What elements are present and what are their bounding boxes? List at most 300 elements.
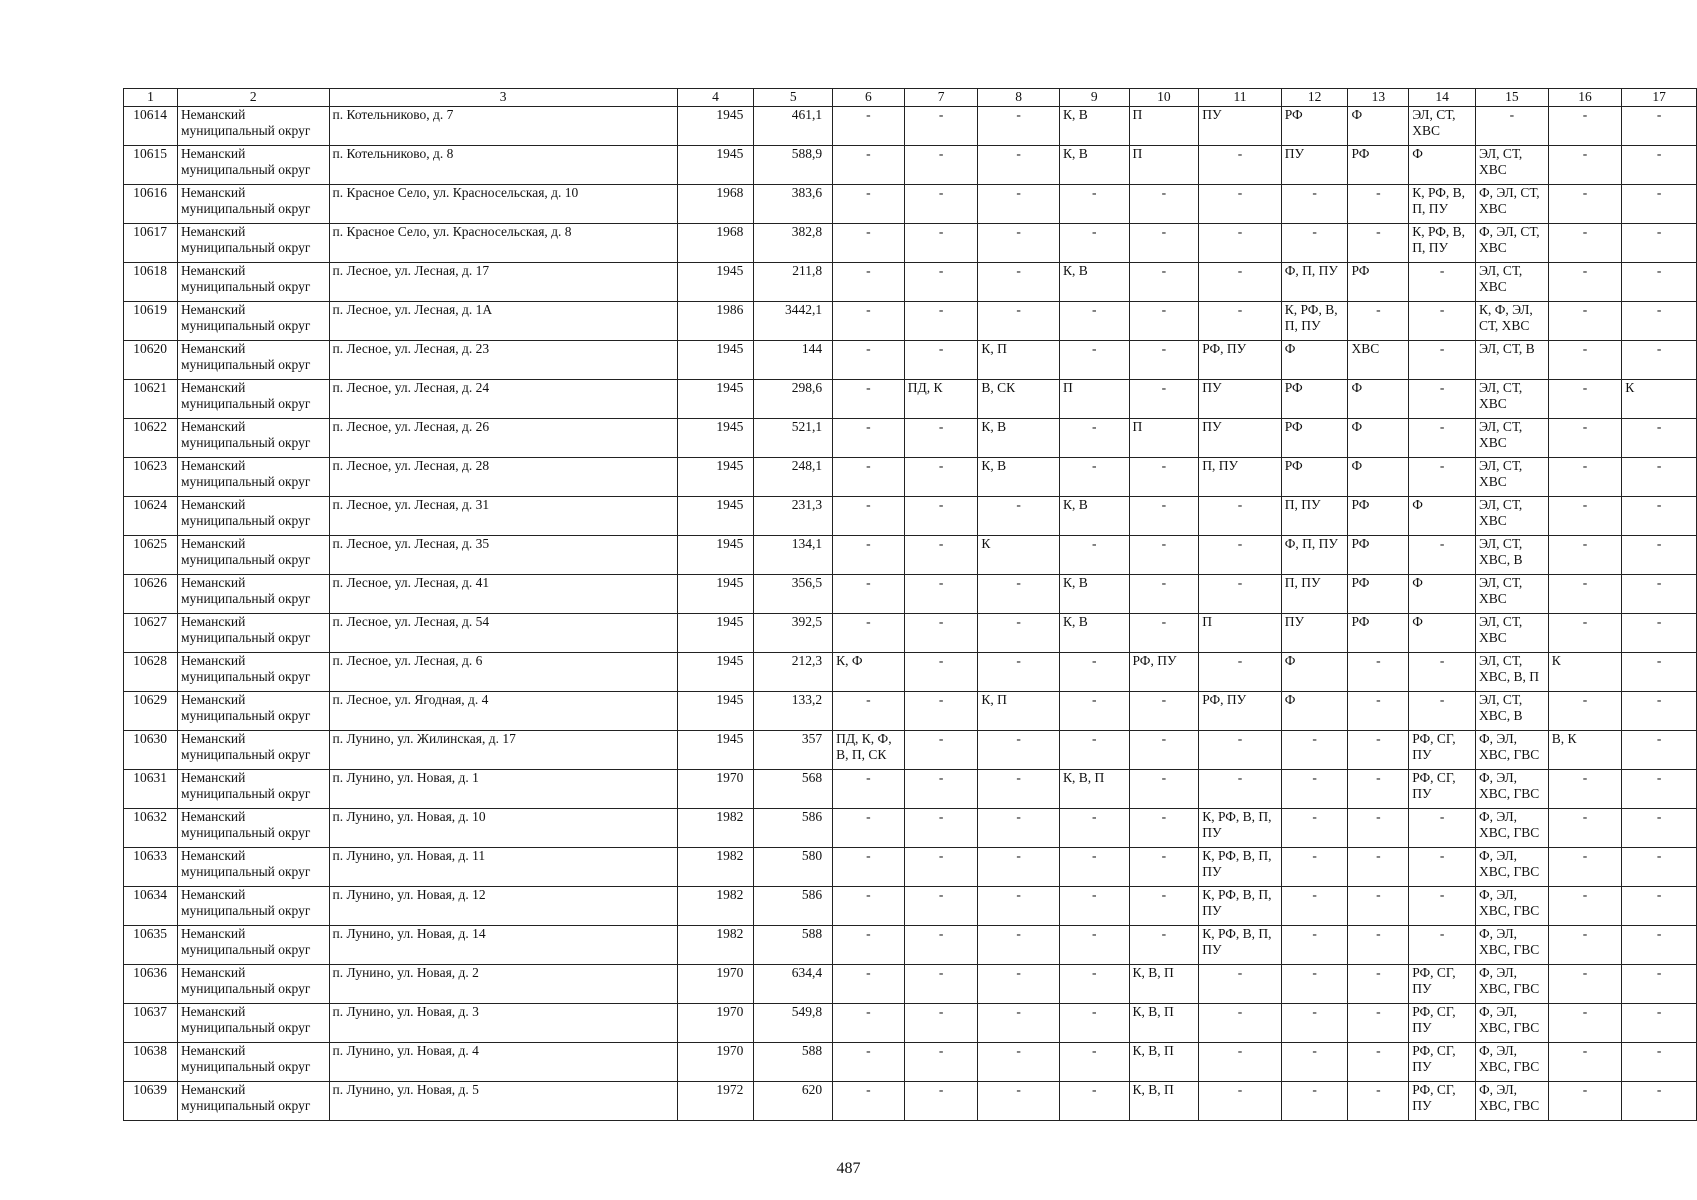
cell-col-14: РФ, СГ, ПУ: [1409, 1043, 1476, 1082]
cell-col-7: -: [904, 458, 978, 497]
cell-col-11: ПУ: [1199, 380, 1282, 419]
cell-col-12: -: [1281, 770, 1348, 809]
cell-col-6: -: [833, 302, 905, 341]
cell-area: 580: [754, 848, 833, 887]
cell-col-11: РФ, ПУ: [1199, 341, 1282, 380]
cell-col-10: П: [1129, 107, 1199, 146]
cell-col-6: -: [833, 185, 905, 224]
cell-col-17: -: [1622, 185, 1697, 224]
cell-col-8: -: [978, 926, 1060, 965]
cell-col-16: -: [1548, 107, 1622, 146]
table-row: [124, 887, 1697, 926]
cell-col-6: -: [833, 575, 905, 614]
cell-area: 634,4: [754, 965, 833, 1004]
cell-col-11: -: [1199, 965, 1282, 1004]
cell-col-9: -: [1059, 1082, 1129, 1121]
cell-col-10: РФ, ПУ: [1129, 653, 1199, 692]
cell-col-16: -: [1548, 614, 1622, 653]
cell-district: Неманский муниципальный округ: [177, 380, 329, 419]
cell-col-15: Ф, ЭЛ, ХВС, ГВС: [1475, 848, 1548, 887]
cell-col-15: ЭЛ, СТ, В: [1475, 341, 1548, 380]
cell-col-16: -: [1548, 1004, 1622, 1043]
cell-col-12: Ф, П, ПУ: [1281, 536, 1348, 575]
cell-col-17: -: [1622, 926, 1697, 965]
cell-col-6: -: [833, 1043, 905, 1082]
cell-col-12: -: [1281, 809, 1348, 848]
cell-col-6: -: [833, 536, 905, 575]
cell-area: 298,6: [754, 380, 833, 419]
cell-record-id: 10615: [124, 146, 178, 185]
cell-col-11: -: [1199, 1004, 1282, 1043]
cell-col-6: -: [833, 224, 905, 263]
cell-year-built: 1970: [677, 770, 754, 809]
cell-record-id: 10628: [124, 653, 178, 692]
cell-col-14: -: [1409, 380, 1476, 419]
cell-col-16: -: [1548, 887, 1622, 926]
cell-col-12: -: [1281, 185, 1348, 224]
cell-record-id: 10635: [124, 926, 178, 965]
column-number-2: 2: [177, 89, 329, 107]
table-row: [124, 653, 1697, 692]
cell-col-12: -: [1281, 848, 1348, 887]
cell-area: 588: [754, 1043, 833, 1082]
cell-col-12: ПУ: [1281, 614, 1348, 653]
cell-col-8: -: [978, 731, 1060, 770]
cell-col-12: -: [1281, 224, 1348, 263]
cell-col-10: -: [1129, 848, 1199, 887]
cell-col-13: -: [1348, 302, 1409, 341]
cell-col-14: -: [1409, 692, 1476, 731]
cell-col-8: -: [978, 107, 1060, 146]
cell-district: Неманский муниципальный округ: [177, 965, 329, 1004]
cell-col-12: -: [1281, 1082, 1348, 1121]
cell-address: п. Красное Село, ул. Красносельская, д. 8: [329, 224, 677, 263]
cell-col-9: -: [1059, 653, 1129, 692]
column-number-6: 6: [833, 89, 905, 107]
cell-col-12: Ф, П, ПУ: [1281, 263, 1348, 302]
cell-col-8: -: [978, 185, 1060, 224]
column-number-10: 10: [1129, 89, 1199, 107]
column-number-5: 5: [754, 89, 833, 107]
cell-col-14: -: [1409, 536, 1476, 575]
table-row: [124, 263, 1697, 302]
cell-year-built: 1970: [677, 1043, 754, 1082]
cell-col-15: ЭЛ, СТ, ХВС, В, П: [1475, 653, 1548, 692]
cell-col-7: -: [904, 887, 978, 926]
cell-district: Неманский муниципальный округ: [177, 848, 329, 887]
cell-col-8: -: [978, 809, 1060, 848]
cell-area: 461,1: [754, 107, 833, 146]
cell-col-7: -: [904, 341, 978, 380]
cell-col-7: -: [904, 263, 978, 302]
cell-address: п. Лунино, ул. Новая, д. 14: [329, 926, 677, 965]
cell-col-16: -: [1548, 809, 1622, 848]
table-row: [124, 224, 1697, 263]
cell-col-13: -: [1348, 731, 1409, 770]
table-row: [124, 1043, 1697, 1082]
cell-record-id: 10626: [124, 575, 178, 614]
cell-col-10: П: [1129, 419, 1199, 458]
column-number-7: 7: [904, 89, 978, 107]
cell-address: п. Лесное, ул. Лесная, д. 28: [329, 458, 677, 497]
cell-col-15: -: [1475, 107, 1548, 146]
table-row: [124, 692, 1697, 731]
cell-col-7: -: [904, 107, 978, 146]
cell-year-built: 1945: [677, 536, 754, 575]
cell-col-17: -: [1622, 224, 1697, 263]
cell-col-10: -: [1129, 692, 1199, 731]
cell-district: Неманский муниципальный округ: [177, 653, 329, 692]
cell-col-16: -: [1548, 1082, 1622, 1121]
cell-col-8: К, В: [978, 419, 1060, 458]
cell-area: 382,8: [754, 224, 833, 263]
cell-district: Неманский муниципальный округ: [177, 1082, 329, 1121]
cell-col-9: -: [1059, 926, 1129, 965]
cell-col-12: -: [1281, 731, 1348, 770]
column-number-16: 16: [1548, 89, 1622, 107]
cell-col-17: -: [1622, 263, 1697, 302]
cell-district: Неманский муниципальный округ: [177, 809, 329, 848]
cell-col-11: -: [1199, 224, 1282, 263]
cell-col-12: -: [1281, 1043, 1348, 1082]
cell-col-16: -: [1548, 458, 1622, 497]
table-row: [124, 575, 1697, 614]
cell-col-10: К, В, П: [1129, 965, 1199, 1004]
cell-district: Неманский муниципальный округ: [177, 224, 329, 263]
cell-col-13: Ф: [1348, 380, 1409, 419]
cell-col-16: -: [1548, 263, 1622, 302]
cell-area: 357: [754, 731, 833, 770]
cell-address: п. Лунино, ул. Новая, д. 4: [329, 1043, 677, 1082]
cell-col-12: РФ: [1281, 107, 1348, 146]
cell-col-11: К, РФ, В, П, ПУ: [1199, 887, 1282, 926]
cell-col-6: -: [833, 497, 905, 536]
cell-area: 586: [754, 809, 833, 848]
cell-record-id: 10634: [124, 887, 178, 926]
cell-col-11: -: [1199, 770, 1282, 809]
cell-col-12: -: [1281, 1004, 1348, 1043]
cell-col-16: -: [1548, 536, 1622, 575]
cell-address: п. Лунино, ул. Новая, д. 12: [329, 887, 677, 926]
cell-area: 144: [754, 341, 833, 380]
cell-col-17: -: [1622, 887, 1697, 926]
table-row: [124, 146, 1697, 185]
cell-col-8: -: [978, 497, 1060, 536]
cell-col-7: -: [904, 809, 978, 848]
cell-record-id: 10633: [124, 848, 178, 887]
cell-col-11: -: [1199, 302, 1282, 341]
cell-col-17: -: [1622, 653, 1697, 692]
cell-col-10: -: [1129, 887, 1199, 926]
cell-col-17: -: [1622, 692, 1697, 731]
cell-col-15: Ф, ЭЛ, СТ, ХВС: [1475, 185, 1548, 224]
cell-col-10: К, В, П: [1129, 1004, 1199, 1043]
cell-col-10: -: [1129, 926, 1199, 965]
cell-district: Неманский муниципальный округ: [177, 107, 329, 146]
cell-col-17: -: [1622, 497, 1697, 536]
cell-col-11: -: [1199, 1043, 1282, 1082]
table-row: [124, 770, 1697, 809]
cell-col-13: -: [1348, 770, 1409, 809]
cell-col-17: -: [1622, 107, 1697, 146]
cell-address: п. Лесное, ул. Лесная, д. 23: [329, 341, 677, 380]
cell-area: 211,8: [754, 263, 833, 302]
cell-col-11: К, РФ, В, П, ПУ: [1199, 848, 1282, 887]
cell-record-id: 10622: [124, 419, 178, 458]
cell-address: п. Лунино, ул. Новая, д. 10: [329, 809, 677, 848]
cell-col-17: -: [1622, 536, 1697, 575]
cell-address: п. Лунино, ул. Новая, д. 3: [329, 1004, 677, 1043]
cell-col-8: -: [978, 263, 1060, 302]
cell-col-6: -: [833, 1004, 905, 1043]
cell-col-12: П, ПУ: [1281, 497, 1348, 536]
cell-col-13: РФ: [1348, 536, 1409, 575]
cell-col-17: -: [1622, 1082, 1697, 1121]
cell-col-14: -: [1409, 419, 1476, 458]
cell-col-7: -: [904, 770, 978, 809]
cell-year-built: 1945: [677, 419, 754, 458]
cell-col-15: Ф, ЭЛ, ХВС, ГВС: [1475, 770, 1548, 809]
cell-col-6: -: [833, 1082, 905, 1121]
cell-col-17: -: [1622, 302, 1697, 341]
cell-col-15: ЭЛ, СТ, ХВС: [1475, 614, 1548, 653]
cell-col-15: Ф, ЭЛ, ХВС, ГВС: [1475, 926, 1548, 965]
cell-col-17: К: [1622, 380, 1697, 419]
cell-year-built: 1972: [677, 1082, 754, 1121]
cell-col-8: -: [978, 1082, 1060, 1121]
cell-col-11: -: [1199, 575, 1282, 614]
column-number-4: 4: [677, 89, 754, 107]
cell-col-16: -: [1548, 575, 1622, 614]
cell-col-16: -: [1548, 848, 1622, 887]
cell-col-7: -: [904, 848, 978, 887]
cell-col-12: К, РФ, В, П, ПУ: [1281, 302, 1348, 341]
cell-col-16: -: [1548, 224, 1622, 263]
cell-year-built: 1970: [677, 965, 754, 1004]
cell-col-9: -: [1059, 1043, 1129, 1082]
cell-address: п. Лесное, ул. Лесная, д. 35: [329, 536, 677, 575]
cell-address: п. Лесное, ул. Лесная, д. 26: [329, 419, 677, 458]
cell-col-15: Ф, ЭЛ, ХВС, ГВС: [1475, 1082, 1548, 1121]
cell-district: Неманский муниципальный округ: [177, 1004, 329, 1043]
cell-col-17: -: [1622, 770, 1697, 809]
cell-area: 392,5: [754, 614, 833, 653]
cell-col-8: -: [978, 887, 1060, 926]
cell-col-15: ЭЛ, СТ, ХВС: [1475, 458, 1548, 497]
cell-col-9: -: [1059, 692, 1129, 731]
cell-district: Неманский муниципальный округ: [177, 497, 329, 536]
cell-col-15: Ф, ЭЛ, ХВС, ГВС: [1475, 1004, 1548, 1043]
cell-col-15: ЭЛ, СТ, ХВС: [1475, 575, 1548, 614]
cell-col-9: -: [1059, 536, 1129, 575]
cell-col-16: -: [1548, 380, 1622, 419]
cell-record-id: 10619: [124, 302, 178, 341]
cell-district: Неманский муниципальный округ: [177, 731, 329, 770]
cell-col-6: -: [833, 341, 905, 380]
table-row: [124, 614, 1697, 653]
cell-col-8: В, СК: [978, 380, 1060, 419]
cell-col-13: -: [1348, 926, 1409, 965]
table-row: [124, 107, 1697, 146]
cell-col-9: К, В: [1059, 263, 1129, 302]
cell-col-7: -: [904, 926, 978, 965]
cell-col-16: К: [1548, 653, 1622, 692]
cell-col-8: -: [978, 224, 1060, 263]
cell-year-built: 1945: [677, 692, 754, 731]
cell-col-16: -: [1548, 341, 1622, 380]
cell-district: Неманский муниципальный округ: [177, 575, 329, 614]
cell-col-13: Ф: [1348, 107, 1409, 146]
column-number-12: 12: [1281, 89, 1348, 107]
table-row: [124, 380, 1697, 419]
cell-col-8: -: [978, 614, 1060, 653]
cell-year-built: 1986: [677, 302, 754, 341]
table-row: [124, 926, 1697, 965]
cell-col-9: -: [1059, 185, 1129, 224]
cell-address: п. Лесное, ул. Лесная, д. 41: [329, 575, 677, 614]
cell-col-17: -: [1622, 614, 1697, 653]
cell-col-6: -: [833, 770, 905, 809]
cell-col-16: -: [1548, 497, 1622, 536]
cell-col-13: РФ: [1348, 146, 1409, 185]
cell-col-9: К, В: [1059, 575, 1129, 614]
cell-col-13: РФ: [1348, 575, 1409, 614]
cell-area: 134,1: [754, 536, 833, 575]
cell-area: 588,9: [754, 146, 833, 185]
cell-district: Неманский муниципальный округ: [177, 926, 329, 965]
cell-col-17: -: [1622, 809, 1697, 848]
cell-year-built: 1970: [677, 1004, 754, 1043]
cell-address: п. Лесное, ул. Лесная, д. 24: [329, 380, 677, 419]
cell-col-10: -: [1129, 497, 1199, 536]
cell-col-13: Ф: [1348, 458, 1409, 497]
cell-record-id: 10617: [124, 224, 178, 263]
cell-col-6: -: [833, 848, 905, 887]
cell-col-7: -: [904, 497, 978, 536]
cell-col-6: ПД, К, Ф, В, П, СК: [833, 731, 905, 770]
cell-col-14: ЭЛ, СТ, ХВС: [1409, 107, 1476, 146]
cell-col-11: РФ, ПУ: [1199, 692, 1282, 731]
cell-col-9: П: [1059, 380, 1129, 419]
column-number-9: 9: [1059, 89, 1129, 107]
cell-area: 383,6: [754, 185, 833, 224]
cell-col-9: К, В: [1059, 146, 1129, 185]
cell-col-13: Ф: [1348, 419, 1409, 458]
cell-address: п. Лунино, ул. Новая, д. 2: [329, 965, 677, 1004]
cell-year-built: 1945: [677, 107, 754, 146]
cell-record-id: 10631: [124, 770, 178, 809]
table-row: [124, 419, 1697, 458]
cell-col-9: -: [1059, 302, 1129, 341]
cell-col-7: ПД, К: [904, 380, 978, 419]
cell-col-6: -: [833, 692, 905, 731]
cell-col-6: -: [833, 458, 905, 497]
cell-col-12: П, ПУ: [1281, 575, 1348, 614]
cell-col-10: -: [1129, 809, 1199, 848]
cell-col-11: П, ПУ: [1199, 458, 1282, 497]
cell-col-8: К: [978, 536, 1060, 575]
cell-col-8: -: [978, 575, 1060, 614]
cell-record-id: 10625: [124, 536, 178, 575]
cell-col-9: -: [1059, 887, 1129, 926]
table-row: [124, 497, 1697, 536]
cell-year-built: 1945: [677, 380, 754, 419]
cell-col-10: П: [1129, 146, 1199, 185]
cell-col-13: -: [1348, 887, 1409, 926]
cell-col-14: -: [1409, 809, 1476, 848]
cell-address: п. Красное Село, ул. Красносельская, д. 10: [329, 185, 677, 224]
cell-col-7: -: [904, 302, 978, 341]
cell-col-7: -: [904, 146, 978, 185]
cell-col-8: К, В: [978, 458, 1060, 497]
cell-col-9: К, В, П: [1059, 770, 1129, 809]
cell-col-10: К, В, П: [1129, 1043, 1199, 1082]
cell-col-8: К, П: [978, 341, 1060, 380]
cell-district: Неманский муниципальный округ: [177, 185, 329, 224]
cell-col-10: К, В, П: [1129, 1082, 1199, 1121]
cell-col-16: -: [1548, 146, 1622, 185]
cell-col-17: -: [1622, 731, 1697, 770]
cell-col-10: -: [1129, 575, 1199, 614]
cell-col-17: -: [1622, 1004, 1697, 1043]
cell-col-7: -: [904, 653, 978, 692]
cell-col-7: -: [904, 692, 978, 731]
cell-record-id: 10637: [124, 1004, 178, 1043]
cell-col-14: -: [1409, 653, 1476, 692]
column-number-11: 11: [1199, 89, 1282, 107]
cell-col-11: -: [1199, 185, 1282, 224]
cell-col-14: К, РФ, В, П, ПУ: [1409, 185, 1476, 224]
cell-col-7: -: [904, 965, 978, 1004]
cell-year-built: 1982: [677, 848, 754, 887]
cell-col-16: В, К: [1548, 731, 1622, 770]
cell-col-12: Ф: [1281, 341, 1348, 380]
cell-col-10: -: [1129, 380, 1199, 419]
cell-col-11: -: [1199, 536, 1282, 575]
cell-col-14: -: [1409, 887, 1476, 926]
cell-col-7: -: [904, 614, 978, 653]
cell-col-7: -: [904, 1043, 978, 1082]
cell-col-8: -: [978, 965, 1060, 1004]
cell-year-built: 1945: [677, 458, 754, 497]
cell-col-7: -: [904, 224, 978, 263]
cell-col-13: РФ: [1348, 497, 1409, 536]
cell-col-6: -: [833, 146, 905, 185]
cell-record-id: 10638: [124, 1043, 178, 1082]
cell-area: 586: [754, 887, 833, 926]
cell-record-id: 10620: [124, 341, 178, 380]
cell-year-built: 1945: [677, 653, 754, 692]
cell-district: Неманский муниципальный округ: [177, 419, 329, 458]
cell-col-6: -: [833, 965, 905, 1004]
cell-col-16: -: [1548, 185, 1622, 224]
cell-year-built: 1968: [677, 224, 754, 263]
cell-col-13: РФ: [1348, 614, 1409, 653]
column-number-13: 13: [1348, 89, 1409, 107]
cell-col-9: К, В: [1059, 497, 1129, 536]
table-row: [124, 1082, 1697, 1121]
cell-area: 549,8: [754, 1004, 833, 1043]
cell-record-id: 10624: [124, 497, 178, 536]
cell-col-7: -: [904, 731, 978, 770]
cell-col-13: -: [1348, 653, 1409, 692]
cell-col-15: ЭЛ, СТ, ХВС: [1475, 497, 1548, 536]
cell-col-15: ЭЛ, СТ, ХВС: [1475, 419, 1548, 458]
cell-district: Неманский муниципальный округ: [177, 1043, 329, 1082]
table-row: [124, 848, 1697, 887]
cell-col-14: -: [1409, 848, 1476, 887]
cell-col-14: -: [1409, 263, 1476, 302]
